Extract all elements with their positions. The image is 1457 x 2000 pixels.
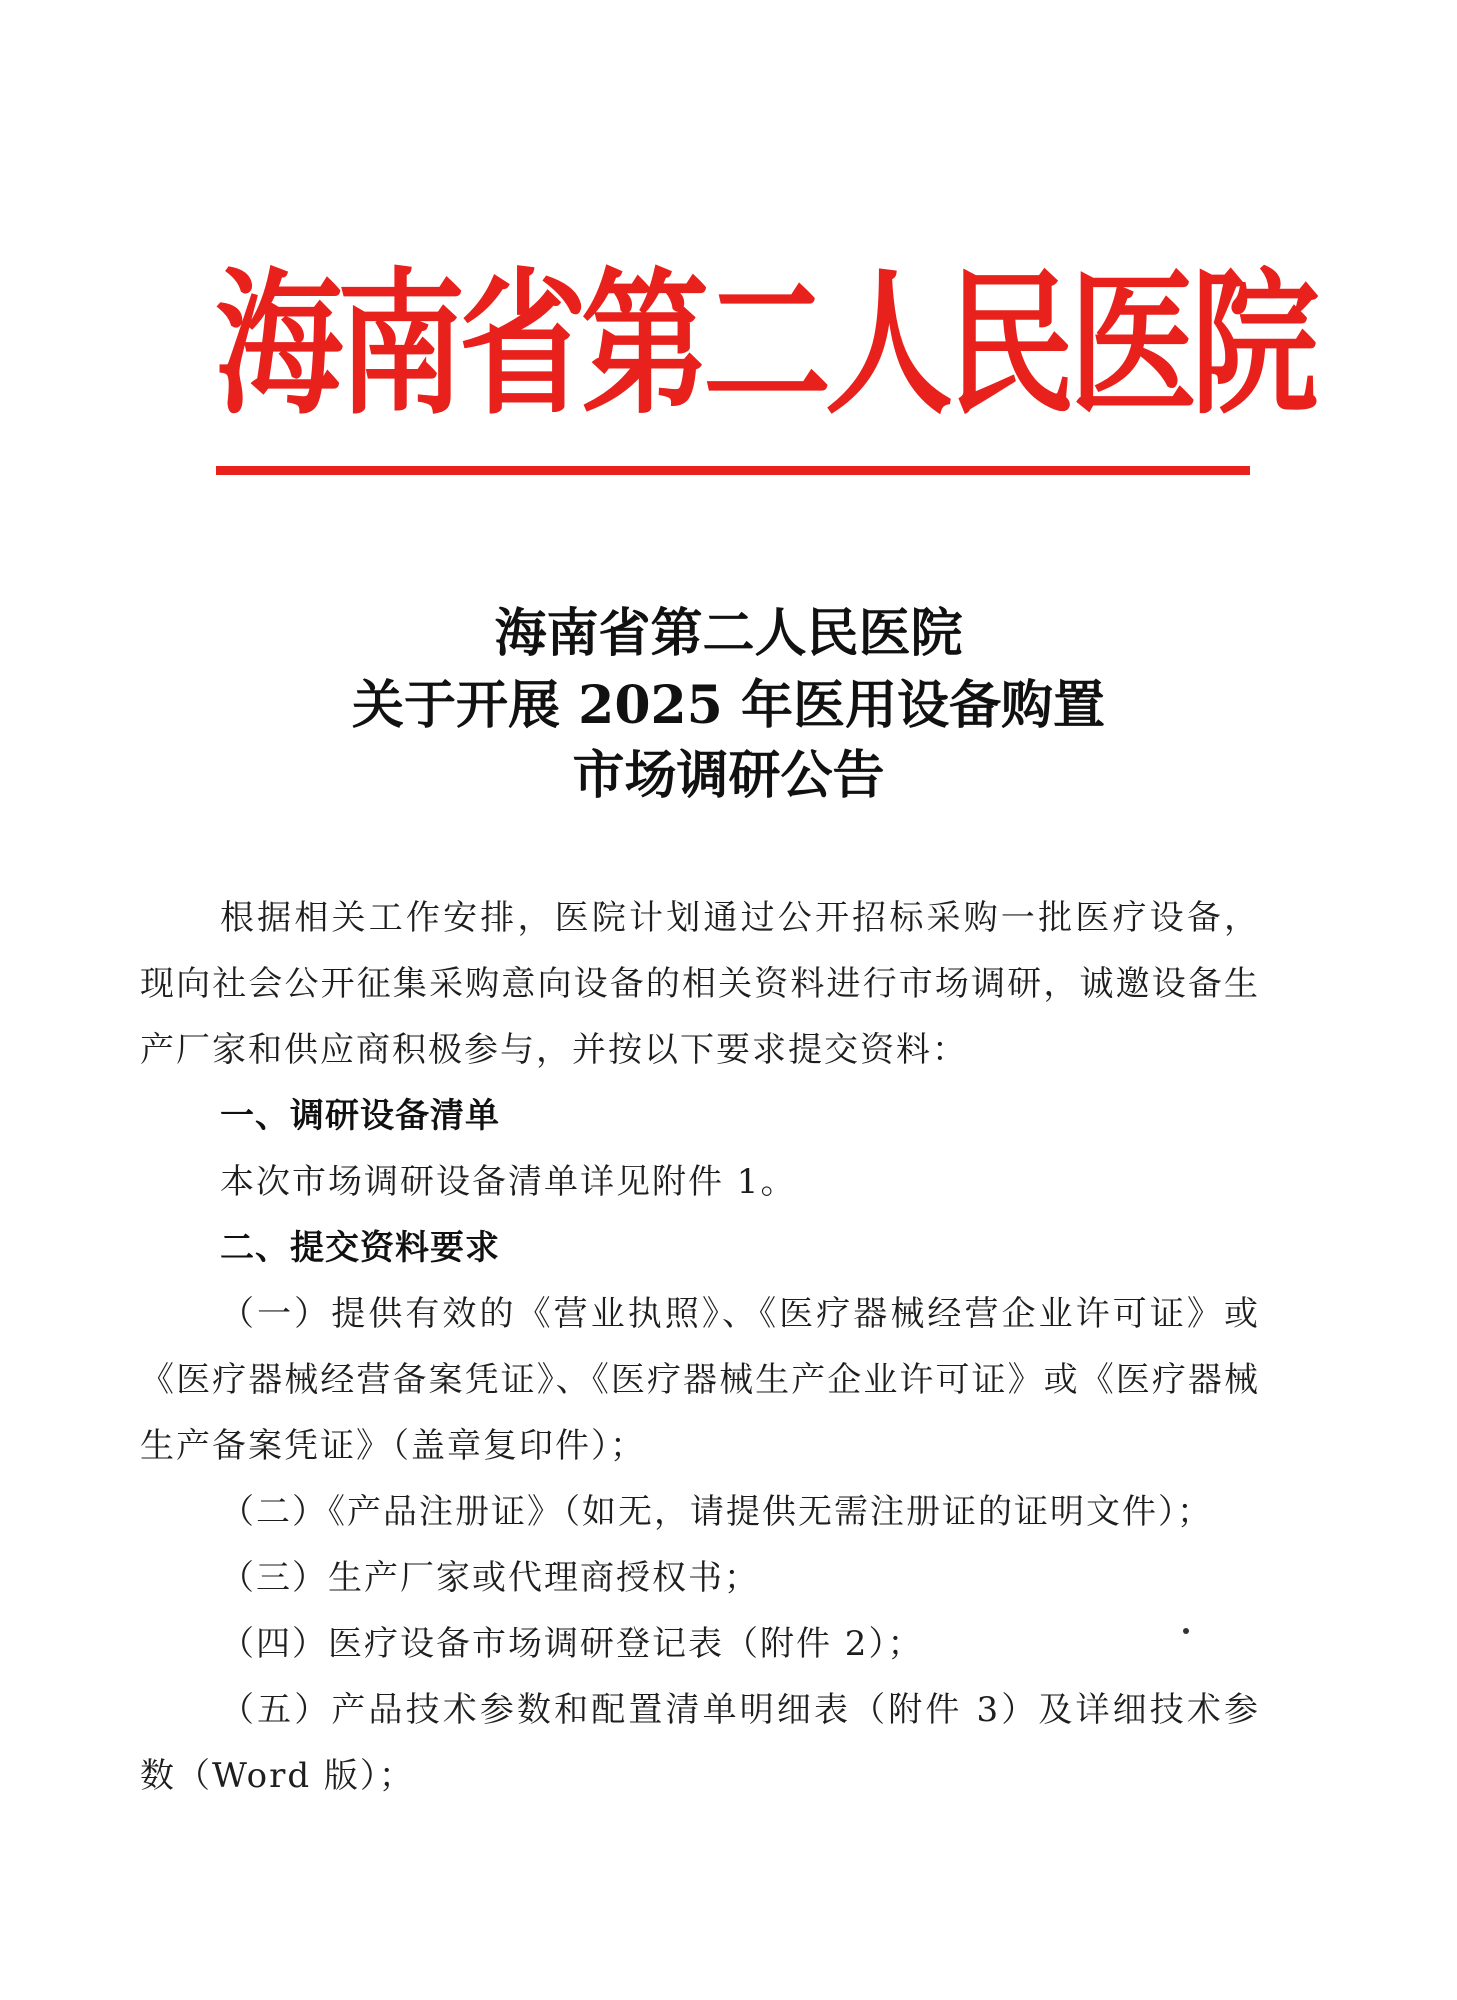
- scan-speck: [1183, 1628, 1189, 1634]
- letterhead-hospital-name: 海南省第二人民医院: [215, 253, 1314, 437]
- intro-paragraph: 根据相关工作安排，医院计划通过公开招标采购一批医疗设备，现向社会公开征集采购意向设备的相关资料进行市场调研，诚邀设备生产厂家和供应商积极参与，并按以下要求提交资料：: [140, 898, 1260, 1070]
- requirement-item-1: （一）提供有效的《营业执照》、《医疗器械经营企业许可证》或《医疗器械经营备案凭证》、《医疗器械生产企业许可证》或《医疗器械生产备案凭证》（盖章复印件）；: [140, 1294, 1260, 1466]
- section-1-heading: 一、调研设备清单: [220, 1096, 500, 1136]
- requirement-item-3: （三）生产厂家或代理商授权书；: [220, 1558, 760, 1598]
- document-body: [140, 885, 1260, 1809]
- document-title-line-1: 海南省第二人民医院: [494, 603, 963, 664]
- requirement-item-4: （四）医疗设备市场调研登记表（附件 2）；: [220, 1624, 924, 1664]
- section-1-text: 本次市场调研设备清单详见附件 1。: [220, 1162, 797, 1202]
- document-title-line-3: 市场调研公告: [572, 745, 885, 806]
- letterhead-red-rule: [216, 466, 1250, 475]
- document-title-line-2: 关于开展 2025 年医用设备购置: [352, 675, 1105, 736]
- section-2-heading: 二、提交资料要求: [220, 1228, 500, 1268]
- requirement-item-5: （五）产品技术参数和配置清单明细表（附件 3）及详细技术参数（Word 版）；: [140, 1690, 1260, 1796]
- requirement-item-2: （二）《产品注册证》（如无，请提供无需注册证的证明文件）；: [220, 1492, 1213, 1532]
